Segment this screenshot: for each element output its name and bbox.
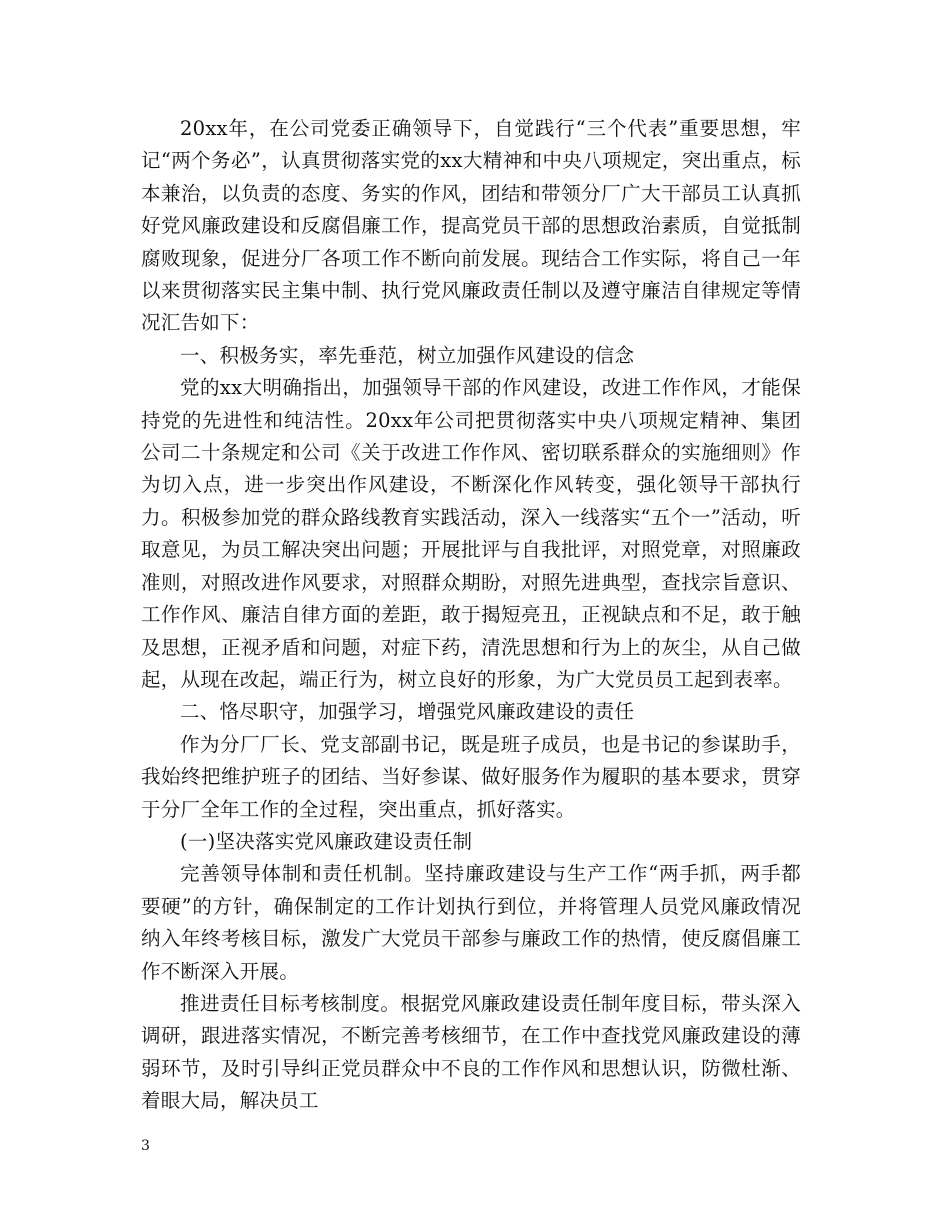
subsection-heading-1: (一)坚决落实党风廉政建设责任制 [180,829,473,853]
paragraph-leadership-system: 完善领导体制和责任机制。坚持廉政建设与生产工作“两手抓，两手都要硬”的方针，确保制定的工作计划执行到位，并将管理人员党风廉政情况纳入年终考核目标，激发广大党员干部参与廉政工作的热情，使反腐倡廉工作不断深入开展。 [141,862,801,983]
paragraph-assessment: 推进责任目标考核制度。根据党风廉政建设责任制年度目标，带头深入调研，跟进落实情况，不断完善考核细节，在工作中查找党风廉政建设的薄弱环节，及时引导纠正党员群众中不良的工作作风和思想认识，防微杜渐、着眼大局，解决员工 [141,991,801,1113]
paragraph-role: 作为分厂厂长、党支部副书记，既是班子成员，也是书记的参谋助手，我始终把维护班子的团结、当好参谋、做好服务作为履职的基本要求，贯穿于分厂全年工作的全过程，突出重点，抓好落实。 [141,732,801,821]
section-heading-2: 二、恪尽职守，加强学习，增强党风廉政建设的责任 [180,700,635,724]
document-body [141,113,801,1118]
page-number: 3 [141,1138,150,1154]
section-heading-1: 一、积极务实，率先垂范，树立加强作风建设的信念 [180,343,635,367]
paragraph-work-style: 党的xx大明确指出，加强领导干部的作风建设，改进工作作风，才能保持党的先进性和纯洁性。20xx年公司把贯彻落实中央八项规定精神、集团公司二十条规定和公司《关于改进工作作风、密切联系群众的实施细则》作为切入点，进一步突出作风建设，不断深化作风转变，强化领导干部执行力。积极参加党的群众路线教育实践活动，深入一线落实“五个一”活动，听取意见，为员工解决突出问题；开展批评与自我批评，对照党章，对照廉政准则，对照改进作风要求，对照群众期盼，对照先进典型，查找宗旨意识、工作作风、廉洁自律方面的差距，敢于揭短亮丑，正视缺点和不足，敢于触及思想，正视矛盾和问题，对症下药，清洗思想和行为上的灰尘，从自己做起，从现在改起，端正行为，树立良好的形象，为广大党员员工起到表率。 [141,376,801,691]
paragraph-intro: 20xx年，在公司党委正确领导下，自觉践行“三个代表”重要思想，牢记“两个务必”，认真贯彻落实党的xx大精神和中央八项规定，突出重点，标本兼治，以负责的态度、务实的作风，团结和带领分厂广大干部员工认真抓好党风廉政建设和反腐倡廉工作，提高党员干部的思想政治素质，自觉抵制腐败现象，促进分厂各项工作不断向前发展。现结合工作实际，将自己一年以来贯彻落实民主集中制、执行党风廉政责任制以及遵守廉洁自律规定等情况汇告如下： [141,117,801,335]
